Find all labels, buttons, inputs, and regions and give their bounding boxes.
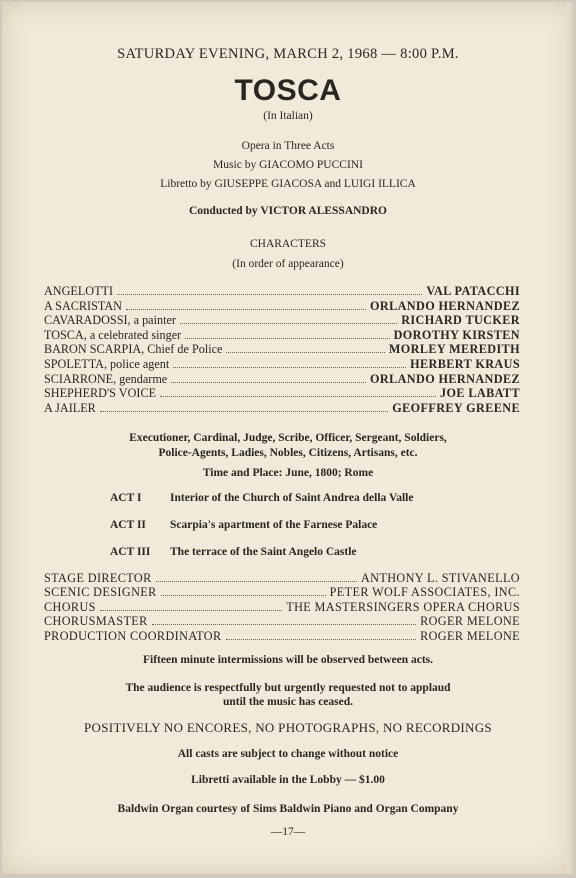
cast-row (44, 372, 520, 387)
libretti-notice: Libretti available in the Lobby — $1.00 (191, 774, 385, 786)
cast-role: BARON SCARPIA, Chief de Police (44, 342, 223, 357)
opera-title: TOSCA (234, 74, 342, 107)
applause-notice-2: until the music has ceased. (222, 696, 354, 708)
cast-row (44, 386, 520, 401)
production-row (44, 600, 520, 614)
act-row (110, 519, 377, 531)
language-note: (In Italian) (263, 110, 313, 122)
act-label: ACT III (110, 546, 151, 558)
production-row (44, 571, 520, 585)
production-name: ROGER MELONE (420, 614, 520, 629)
cast-row (44, 284, 520, 299)
leader-dots (152, 624, 416, 625)
cast-role: CAVARADOSSI, a painter (44, 313, 176, 328)
production-role: PRODUCTION COORDINATOR (44, 628, 222, 643)
characters-heading: CHARACTERS (249, 238, 327, 250)
cast-role: A JAILER (44, 400, 96, 415)
applause-notice-1: The audience is respectfully but urgently requested not to applaud (125, 682, 451, 694)
leader-dots (100, 411, 388, 412)
production-role: CHORUSMASTER (44, 614, 148, 629)
performance-date: SATURDAY EVENING, MARCH 2, 1968 — 8:00 P.M. (117, 46, 459, 62)
cast-role: SHEPHERD'S VOICE (44, 386, 157, 401)
production-role: STAGE DIRECTOR (44, 571, 152, 585)
production-name: ROGER MELONE (420, 628, 520, 643)
production-list (44, 571, 520, 643)
production-name: ANTHONY L. STIVANELLO (360, 571, 520, 585)
act-row (110, 492, 413, 504)
cast-role: ANGELOTTI (44, 284, 114, 298)
composer-line: Music by GIACOMO PUCCINI (213, 159, 363, 171)
cast-name: MORLEY MEREDITH (388, 342, 520, 357)
cast-change-notice: All casts are subject to change without notice (177, 748, 399, 760)
cast-name: ORLANDO HERNANDEZ (369, 371, 520, 386)
cast-row (44, 401, 520, 416)
production-role: SCENIC DESIGNER (44, 585, 157, 600)
cast-row (44, 328, 520, 343)
program-page (2, 2, 574, 874)
cast-role: SCIARRONE, gendarme (44, 371, 168, 386)
cast-role: TOSCA, a celebrated singer (44, 327, 182, 342)
time-place-line: Time and Place: June, 1800; Rome (202, 467, 374, 479)
cast-row (44, 299, 520, 314)
leader-dots (100, 610, 282, 611)
cast-name: JOE LABATT (440, 386, 520, 401)
cast-name: GEOFFREY GREENE (392, 400, 520, 415)
characters-subheading: (In order of appearance) (232, 258, 344, 270)
leader-dots (126, 309, 366, 310)
cast-name: ORLANDO HERNANDEZ (369, 298, 520, 313)
leader-dots (161, 595, 326, 596)
cast-row (44, 357, 520, 372)
cast-name: RICHARD TUCKER (401, 313, 520, 328)
conductor-line: Conducted by VICTOR ALESSANDRO (188, 205, 387, 217)
production-role: CHORUS (44, 599, 96, 614)
leader-dots (171, 382, 366, 383)
leader-dots (173, 367, 406, 368)
production-name: THE MASTERSINGERS OPERA CHORUS (286, 599, 520, 614)
act-label: ACT I (110, 492, 142, 504)
leader-dots (156, 581, 357, 582)
page-number: —17— (270, 826, 306, 838)
cast-list (44, 284, 520, 415)
leader-dots (117, 294, 422, 295)
leader-dots (226, 639, 417, 640)
production-name: PETER WOLF ASSOCIATES, INC. (329, 585, 520, 600)
act-description: Interior of the Church of Saint Andrea della Valle (170, 492, 414, 504)
leader-dots (160, 396, 436, 397)
cast-role: A SACRISTAN (44, 298, 122, 313)
production-row (44, 614, 520, 628)
act-row (110, 546, 357, 558)
cast-row (44, 313, 520, 328)
no-encores-notice: POSITIVELY NO ENCORES, NO PHOTOGRAPHS, NO RECORDINGS (84, 720, 492, 735)
ensemble-line-1: Executioner, Cardinal, Judge, Scribe, Officer, Sergeant, Soldiers, (129, 432, 447, 444)
production-row (44, 585, 520, 599)
cast-name: DOROTHY KIRSTEN (393, 327, 520, 342)
leader-dots (185, 338, 389, 339)
leader-dots (226, 352, 384, 353)
cast-role: SPOLETTA, police agent (44, 356, 170, 371)
cast-row (44, 342, 520, 357)
act-label: ACT II (110, 519, 146, 531)
cast-name: HERBERT KRAUS (410, 356, 520, 371)
ensemble-line-2: Police-Agents, Ladies, Nobles, Citizens, Artisans, etc. (158, 447, 418, 459)
act-description: Scarpia's apartment of the Farnese Palace (170, 519, 378, 531)
production-row (44, 629, 520, 643)
organ-credit: Baldwin Organ courtesy of Sims Baldwin Piano and Organ Company (117, 803, 459, 815)
leader-dots (180, 323, 397, 324)
cast-name: VAL PATACCHI (426, 284, 520, 298)
librettist-line: Libretto by GIUSEPPE GIACOSA and LUIGI ILLICA (160, 178, 416, 190)
opera-acts-line: Opera in Three Acts (241, 140, 335, 152)
act-description: The terrace of the Saint Angelo Castle (170, 546, 357, 558)
intermission-notice: Fifteen minute intermissions will be observed between acts. (142, 654, 434, 666)
